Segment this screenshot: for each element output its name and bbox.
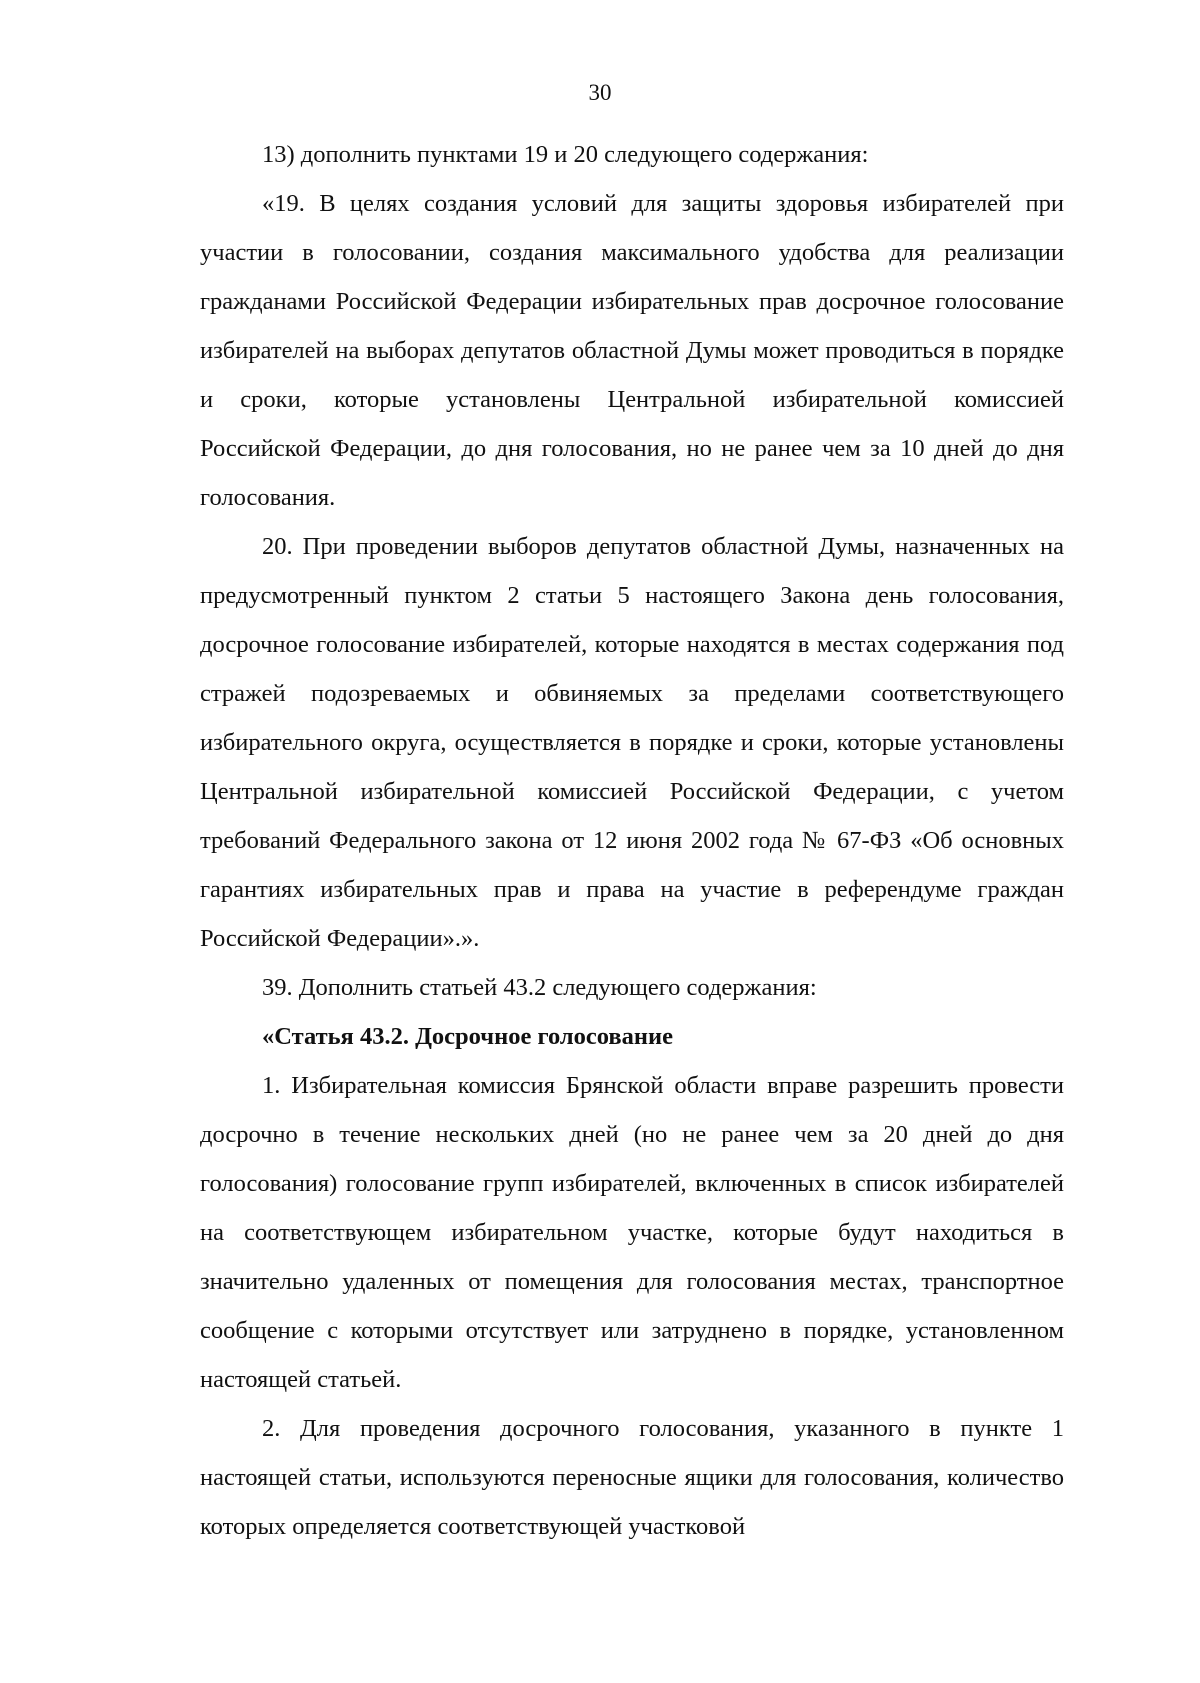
paragraph-clause-1: 1. Избирательная комиссия Брянской области вправе разрешить провести досрочно в течение нескольких дней (но не ранее чем за 20 дней до дня голосования) голосование групп избирателей, включенных в список избирателей на соответствующем избирательном участке, которые будут находиться в значительно удаленных от помещения для голосования местах, транспортное сообщение с которыми отсутствует или затруднено в порядке, установленном настоящей статьей. (200, 1072, 1064, 1393)
paragraph-item-19: «19. В целях создания условий для защиты здоровья избирателей при участии в голосовании, создания максимального удобства для реализации гражданами Российской Федерации избирательных прав досрочное голосование избирателей на выборах депутатов областной Думы может проводиться в порядке и сроки, которые установлены Центральной избирательной комиссией Российской Федерации, до дня голосования, но не ранее чем за 10 дней до дня голосования. (200, 190, 1064, 511)
page-number: 30 (588, 80, 612, 105)
article-heading: «Статья 43.2. Досрочное голосование (262, 1023, 674, 1050)
document-body (200, 130, 1064, 1551)
paragraph-clause-2: 2. Для проведения досрочного голосования, указанного в пункте 1 настоящей статьи, используются переносные ящики для голосования, количество которых определяется соответствующей участковой (200, 1415, 1064, 1540)
paragraph-item-20: 20. При проведении выборов депутатов областной Думы, назначенных на предусмотренный пунктом 2 статьи 5 настоящего Закона день голосования, досрочное голосование избирателей, которые находятся в местах содержания под стражей подозреваемых и обвиняемых за пределами соответствующего избирательного округа, осуществляется в порядке и сроки, которые установлены Центральной избирательной комиссией Российской Федерации, с учетом требований Федерального закона от 12 июня 2002 года № 67-ФЗ «Об основных гарантиях избирательных прав и права на участие в референдуме граждан Российской Федерации».». (200, 533, 1064, 952)
paragraph-amendment-39: 39. Дополнить статьей 43.2 следующего содержания: (262, 974, 817, 1001)
paragraph-amendment-13: 13) дополнить пунктами 19 и 20 следующего содержания: (262, 141, 869, 168)
